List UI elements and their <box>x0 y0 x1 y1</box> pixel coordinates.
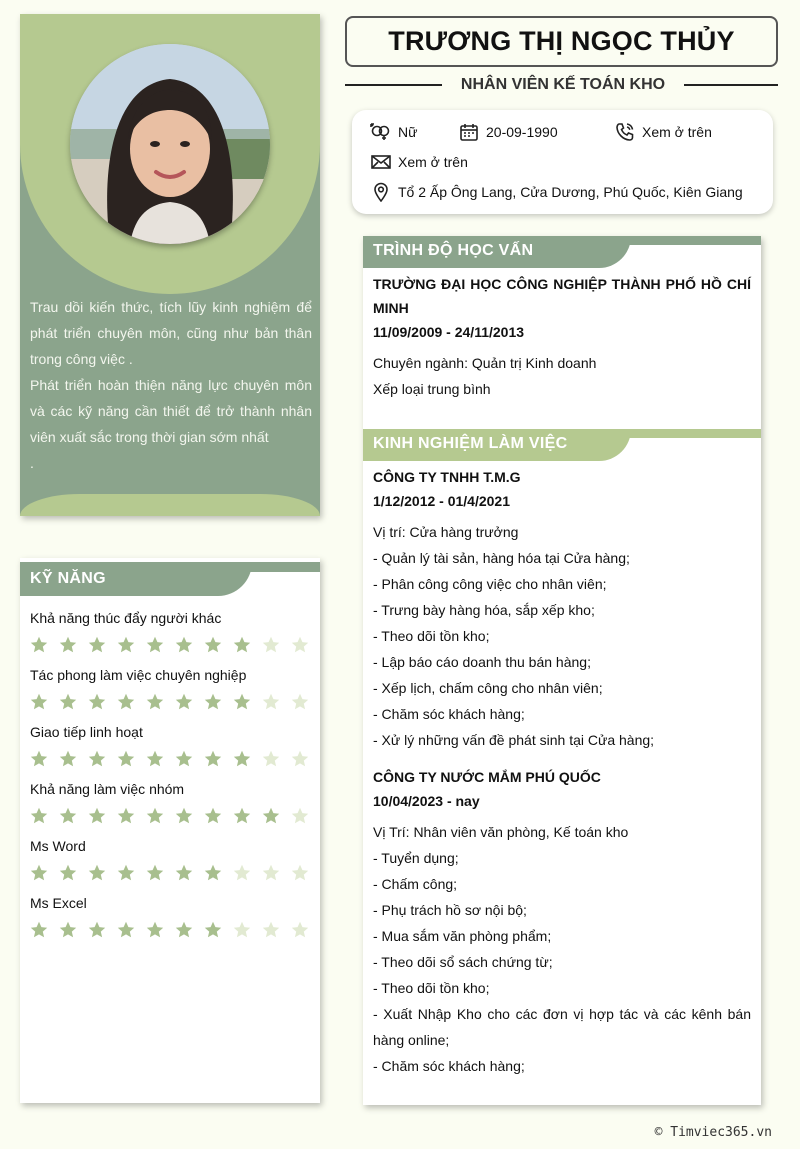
contact-address <box>370 181 743 203</box>
company-name: CÔNG TY NƯỚC MẮM PHÚ QUỐC <box>373 769 601 785</box>
school-name: TRƯỜNG ĐẠI HỌC CÔNG NGHIỆP THÀNH PHỐ HỒ CHÍ MINH <box>373 276 751 316</box>
star-filled-icon <box>30 693 48 711</box>
job-duty-line: - Phân công công việc cho nhân viên; <box>373 576 607 592</box>
skill-rating <box>30 807 315 827</box>
star-empty-icon <box>233 864 251 882</box>
career-objective <box>30 294 312 476</box>
skills-card <box>20 558 320 1103</box>
job-title: NHÂN VIÊN KẾ TOÁN KHO <box>442 74 684 96</box>
star-filled-icon <box>146 807 164 825</box>
candidate-name: TRƯƠNG THỊ NGỌC THỦY <box>345 16 778 67</box>
education-major: Chuyên ngành: Quản trị Kinh doanh <box>373 355 597 371</box>
skills-header <box>20 558 320 596</box>
star-filled-icon <box>204 750 222 768</box>
footer-credit: © Timviec365.vn <box>654 1125 772 1140</box>
skill-rating <box>30 921 315 941</box>
star-filled-icon <box>233 807 251 825</box>
skill-item <box>30 724 315 770</box>
skill-name: Ms Word <box>30 838 86 854</box>
star-filled-icon <box>233 693 251 711</box>
experience-header <box>363 429 761 461</box>
birthday-value: 20-09-1990 <box>486 124 558 140</box>
star-filled-icon <box>117 693 135 711</box>
education-entry <box>373 272 751 402</box>
star-filled-icon <box>59 636 77 654</box>
address-value: Tổ 2 Ấp Ông Lang, Cửa Dương, Phú Quốc, Kiên Giang <box>398 184 743 200</box>
star-filled-icon <box>117 864 135 882</box>
star-filled-icon <box>233 636 251 654</box>
star-empty-icon <box>262 921 280 939</box>
skills-title: KỸ NĂNG <box>30 570 106 587</box>
calendar-icon <box>458 121 480 143</box>
star-filled-icon <box>117 921 135 939</box>
education-grade: Xếp loại trung bình <box>373 381 491 397</box>
star-empty-icon <box>291 921 309 939</box>
job-entry <box>373 765 751 1079</box>
star-filled-icon <box>59 921 77 939</box>
location-pin-icon <box>370 181 392 203</box>
phone-icon <box>614 121 636 143</box>
job-duty-line: - Theo dõi tồn kho; <box>373 980 490 996</box>
star-filled-icon <box>262 807 280 825</box>
star-filled-icon <box>30 807 48 825</box>
star-empty-icon <box>291 636 309 654</box>
job-duty-line: Vị Trí: Nhân viên văn phòng, Kế toán kho <box>373 824 629 840</box>
job-duty-line: - Quản lý tài sản, hàng hóa tại Cửa hàng; <box>373 550 630 566</box>
star-filled-icon <box>204 864 222 882</box>
star-empty-icon <box>291 693 309 711</box>
skill-rating <box>30 750 315 770</box>
job-duty-line: - Trưng bày hàng hóa, sắp xếp kho; <box>373 602 595 618</box>
star-empty-icon <box>262 636 280 654</box>
profile-bottom-decoration <box>20 494 320 516</box>
star-filled-icon <box>175 864 193 882</box>
education-title: TRÌNH ĐỘ HỌC VẤN <box>373 242 534 259</box>
skill-rating <box>30 693 315 713</box>
star-filled-icon <box>30 636 48 654</box>
star-filled-icon <box>175 636 193 654</box>
experience-title: KINH NGHIỆM LÀM VIỆC <box>373 435 568 452</box>
email-value: Xem ở trên <box>398 154 468 170</box>
job-duty-line: - Chăm sóc khách hàng; <box>373 706 525 722</box>
avatar <box>70 44 270 244</box>
job-dates: 10/04/2023 - nay <box>373 793 480 809</box>
star-filled-icon <box>59 864 77 882</box>
job-duty-line: - Theo dõi tồn kho; <box>373 628 490 644</box>
star-filled-icon <box>117 750 135 768</box>
job-entry <box>373 465 751 753</box>
star-filled-icon <box>88 864 106 882</box>
star-filled-icon <box>30 921 48 939</box>
star-filled-icon <box>175 921 193 939</box>
star-filled-icon <box>88 636 106 654</box>
star-filled-icon <box>88 693 106 711</box>
skill-item <box>30 781 315 827</box>
star-filled-icon <box>59 693 77 711</box>
star-filled-icon <box>146 636 164 654</box>
star-filled-icon <box>204 693 222 711</box>
skill-name: Khả năng thúc đẩy người khác <box>30 610 222 626</box>
star-empty-icon <box>291 807 309 825</box>
star-empty-icon <box>262 750 280 768</box>
job-duty-line: - Xuất Nhập Kho cho các đơn vị hợp tác và các kênh bán hàng online; <box>373 1006 751 1048</box>
star-empty-icon <box>262 693 280 711</box>
star-filled-icon <box>88 750 106 768</box>
star-filled-icon <box>59 807 77 825</box>
star-filled-icon <box>88 921 106 939</box>
star-empty-icon <box>262 864 280 882</box>
job-dates: 1/12/2012 - 01/4/2021 <box>373 493 511 509</box>
star-filled-icon <box>30 750 48 768</box>
job-duties <box>373 519 751 753</box>
contact-phone <box>614 121 712 143</box>
objective-line: Trau dồi kiến thức, tích lũy kinh nghiệm để phát triển chuyên môn, cũng như bản thân trong công việc . <box>30 299 312 367</box>
education-details <box>373 350 751 402</box>
star-filled-icon <box>117 807 135 825</box>
job-duty-line: Vị trí: Cửa hàng trưởng <box>373 524 519 540</box>
skill-item <box>30 610 315 656</box>
skill-item <box>30 895 315 941</box>
skill-name: Tác phong làm việc chuyên nghiệp <box>30 667 247 683</box>
star-filled-icon <box>117 636 135 654</box>
job-duty-line: - Tuyển dụng; <box>373 850 459 866</box>
star-filled-icon <box>204 921 222 939</box>
education-header <box>363 236 761 268</box>
main-card <box>363 236 761 1105</box>
education-dates: 11/09/2009 - 24/11/2013 <box>373 324 525 340</box>
star-filled-icon <box>59 750 77 768</box>
star-filled-icon <box>233 750 251 768</box>
contact-gender <box>370 121 417 143</box>
contact-box <box>352 110 773 214</box>
star-filled-icon <box>175 693 193 711</box>
star-filled-icon <box>204 807 222 825</box>
job-duty-line: - Chấm công; <box>373 876 458 892</box>
gender-icon <box>370 121 392 143</box>
skill-item <box>30 838 315 884</box>
phone-value: Xem ở trên <box>642 124 712 140</box>
envelope-icon <box>370 151 392 173</box>
star-filled-icon <box>204 636 222 654</box>
avatar-photo <box>70 44 270 244</box>
star-filled-icon <box>146 864 164 882</box>
star-empty-icon <box>233 921 251 939</box>
skill-rating <box>30 636 315 656</box>
star-empty-icon <box>291 750 309 768</box>
job-duty-line: - Xử lý những vấn đề phát sinh tại Cửa hàng; <box>373 732 655 748</box>
job-duty-line: - Chăm sóc khách hàng; <box>373 1058 525 1074</box>
star-filled-icon <box>175 807 193 825</box>
contact-email <box>370 151 468 173</box>
star-filled-icon <box>146 921 164 939</box>
objective-line: Phát triển hoàn thiện năng lực chuyên môn và các kỹ năng cần thiết để trở thành nhân viên xuất sắc trong thời gian sớm nhất <box>30 377 312 445</box>
job-duty-line: - Xếp lịch, chấm công cho nhân viên; <box>373 680 603 696</box>
job-duty-line: - Mua sắm văn phòng phẩm; <box>373 928 552 944</box>
skill-item <box>30 667 315 713</box>
skill-name: Ms Excel <box>30 895 87 911</box>
profile-card <box>20 14 320 516</box>
job-duties <box>373 819 751 1079</box>
skill-rating <box>30 864 315 884</box>
star-filled-icon <box>146 693 164 711</box>
star-filled-icon <box>175 750 193 768</box>
company-name: CÔNG TY TNHH T.M.G <box>373 469 521 485</box>
star-filled-icon <box>146 750 164 768</box>
gender-value: Nữ <box>398 124 418 140</box>
job-duty-line: - Theo dõi sổ sách chứng từ; <box>373 954 553 970</box>
star-filled-icon <box>88 807 106 825</box>
contact-birthday <box>458 121 558 143</box>
skill-name: Giao tiếp linh hoạt <box>30 724 143 740</box>
star-filled-icon <box>30 864 48 882</box>
job-duty-line: - Phụ trách hồ sơ nội bộ; <box>373 902 527 918</box>
job-duty-line: - Lập báo cáo doanh thu bán hàng; <box>373 654 591 670</box>
skill-name: Khả năng làm việc nhóm <box>30 781 185 797</box>
star-empty-icon <box>291 864 309 882</box>
objective-line: . <box>30 455 34 471</box>
